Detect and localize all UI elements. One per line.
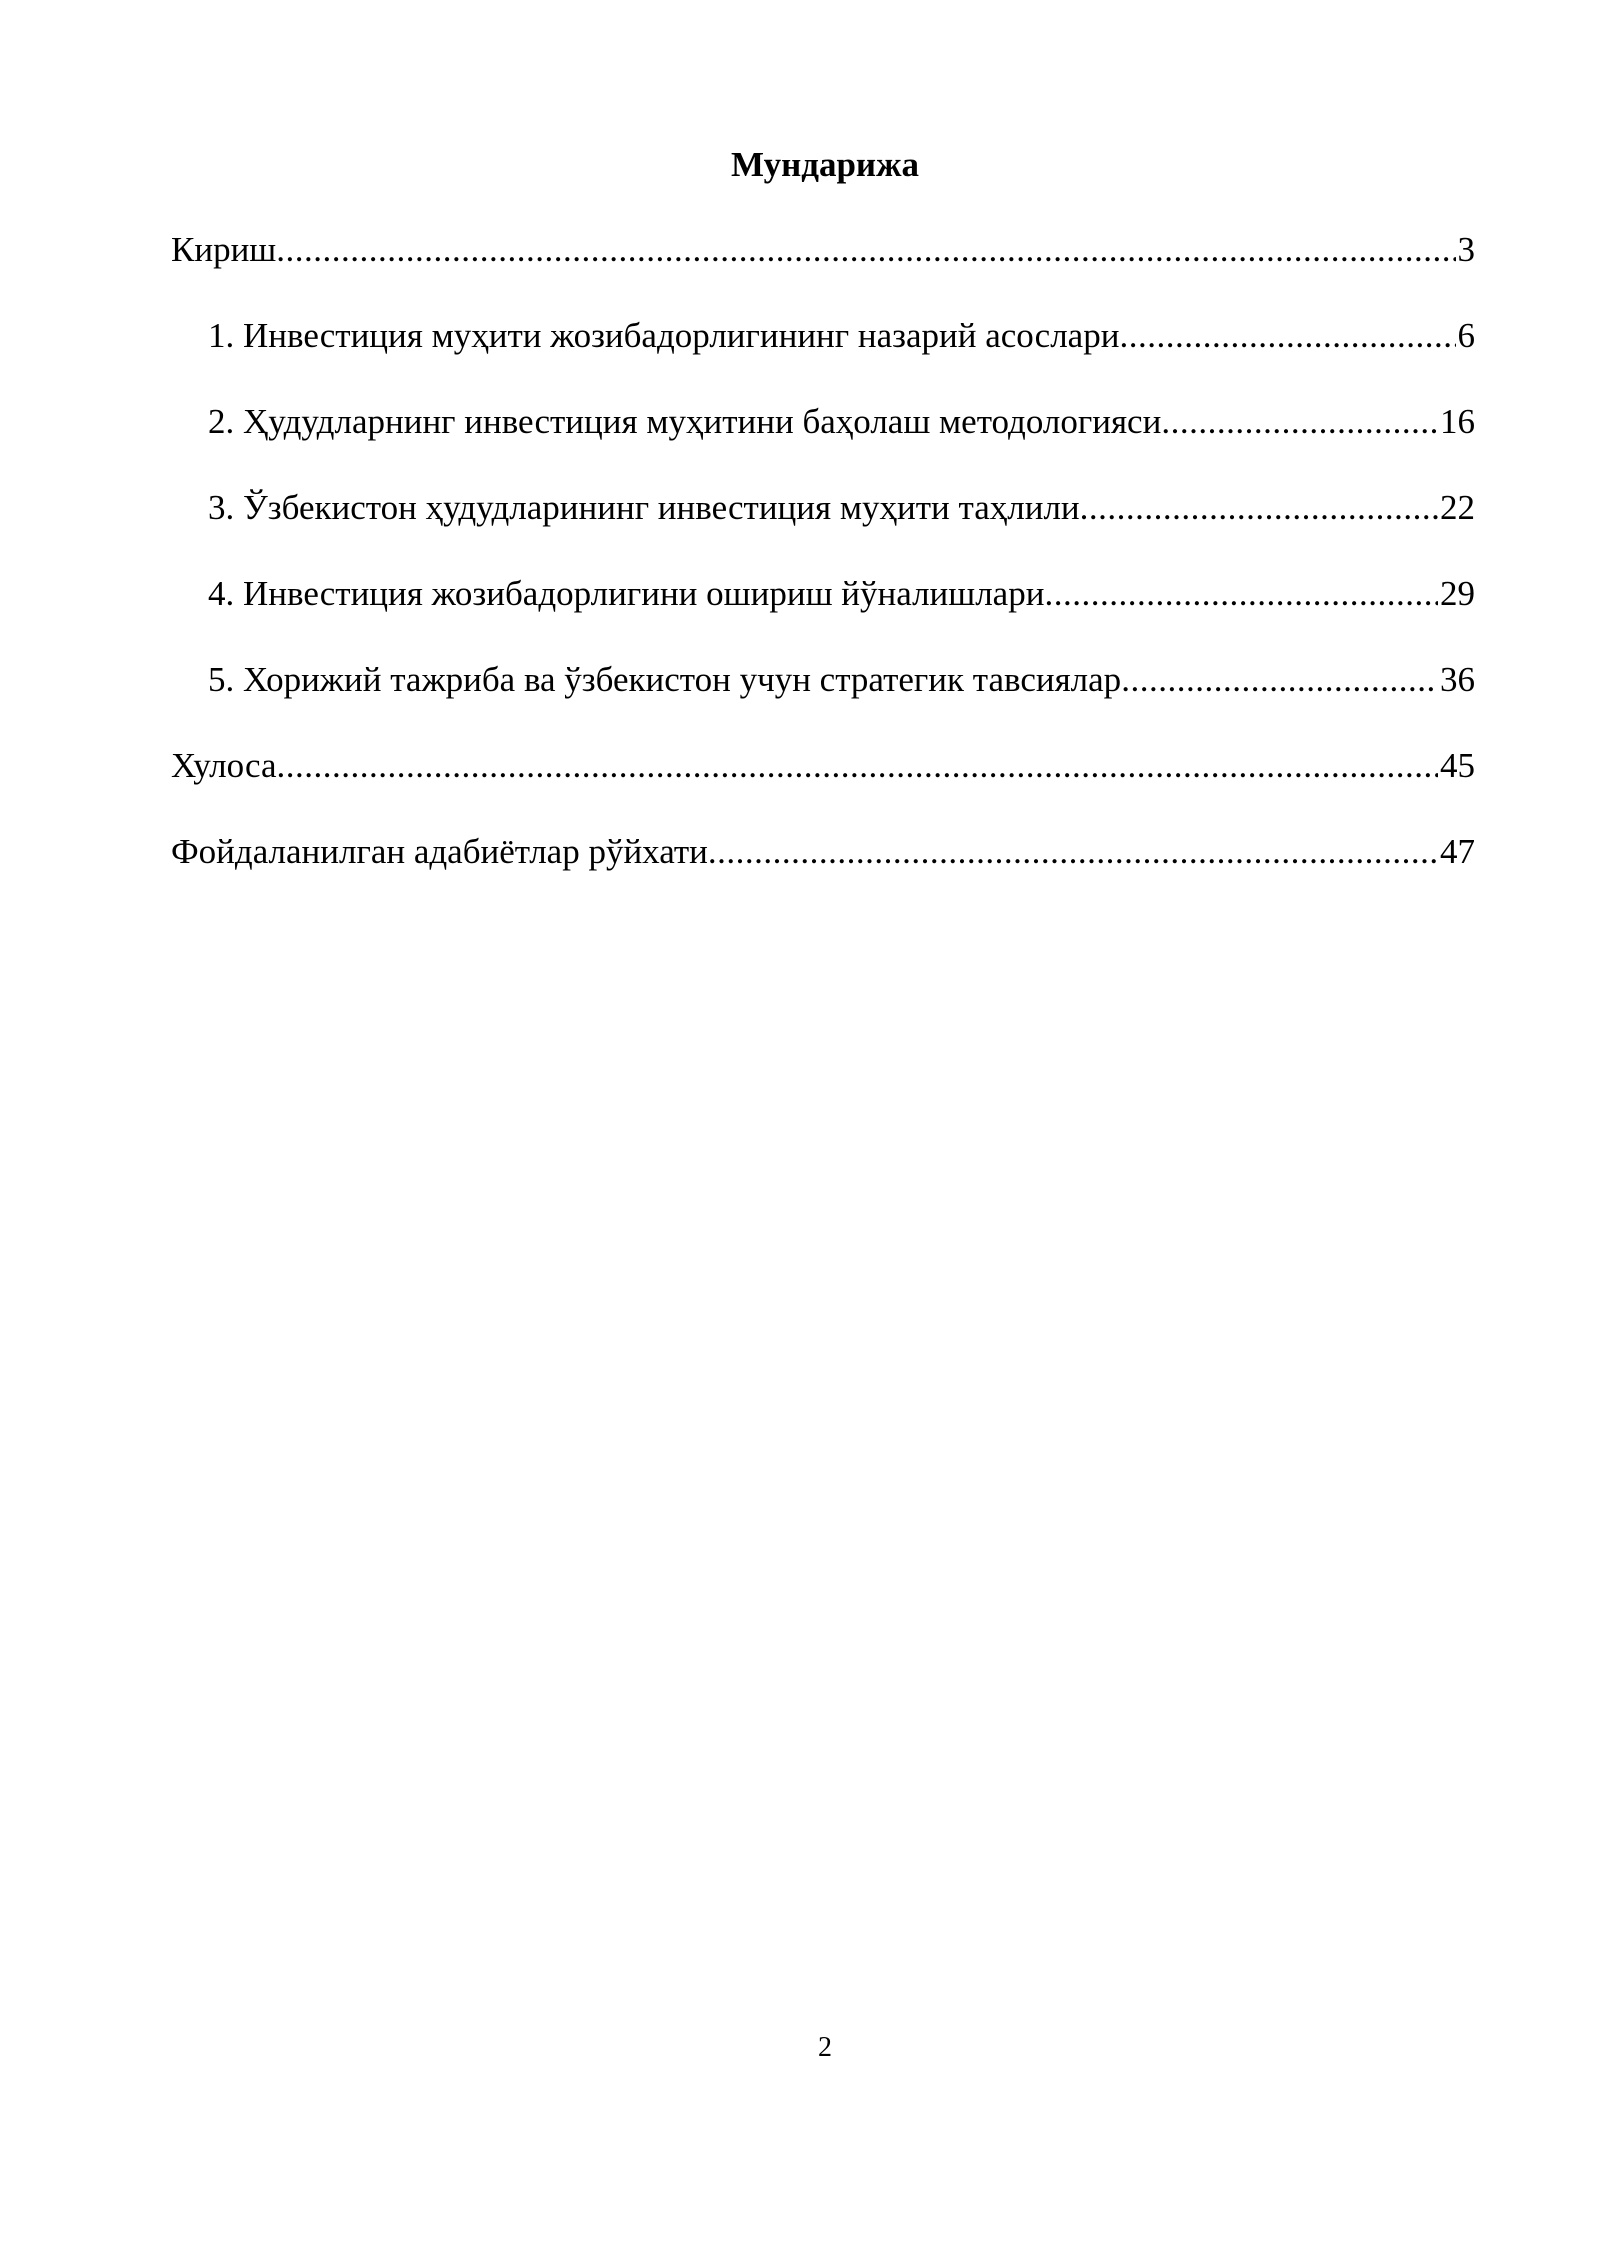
toc-entry-page: 22 [1440,488,1475,527]
toc-dot-leader [277,741,1439,791]
toc-dot-leader [1121,655,1438,705]
toc-dot-leader [1119,311,1455,361]
toc-entry-title: 2. Ҳудудларнинг инвестиция муҳитини баҳолаш методологияси [208,402,1162,441]
toc-entry-chapter-4 [171,569,1475,655]
toc-dot-leader [276,225,1455,275]
toc-entry-references [171,827,1475,913]
toc-heading: Мундарижа [731,145,919,184]
toc-entry-title: Фойдаланилган адабиётлар рўйхати [171,832,708,871]
table-of-contents [171,225,1475,913]
toc-entry-page: 6 [1457,316,1475,355]
toc-dot-leader [1044,569,1438,619]
toc-dot-leader [1161,397,1438,447]
toc-entry-chapter-1 [171,311,1475,397]
toc-entry-chapter-5 [171,655,1475,741]
toc-entry-title: 3. Ўзбекистон ҳудудларининг инвестиция муҳити таҳлили [208,488,1080,527]
toc-entry-page: 16 [1440,402,1475,441]
toc-entry-title: Кириш [171,230,277,269]
toc-entry-title: 4. Инвестиция жозибадорлигини ошириш йўналишлари [208,574,1045,613]
toc-entry-chapter-2 [171,397,1475,483]
toc-entry-page: 3 [1457,230,1475,269]
toc-entry-page: 47 [1440,832,1475,871]
toc-dot-leader [1080,483,1438,533]
toc-entry-page: 29 [1440,574,1475,613]
toc-entry-chapter-3 [171,483,1475,569]
toc-entry-title: 5. Хорижий тажриба ва ўзбекистон учун стратегик тавсиялар [208,660,1122,699]
toc-entry-title: Хулоса [171,746,277,785]
toc-entry-title: 1. Инвестиция муҳити жозибадорлигининг назарий асослари [208,316,1120,355]
toc-entry-conclusion [171,741,1475,827]
toc-dot-leader [708,827,1438,877]
toc-entry-page: 36 [1440,660,1475,699]
toc-entry-introduction [171,225,1475,311]
page-number: 2 [818,2032,832,2063]
toc-entry-page: 45 [1440,746,1475,785]
